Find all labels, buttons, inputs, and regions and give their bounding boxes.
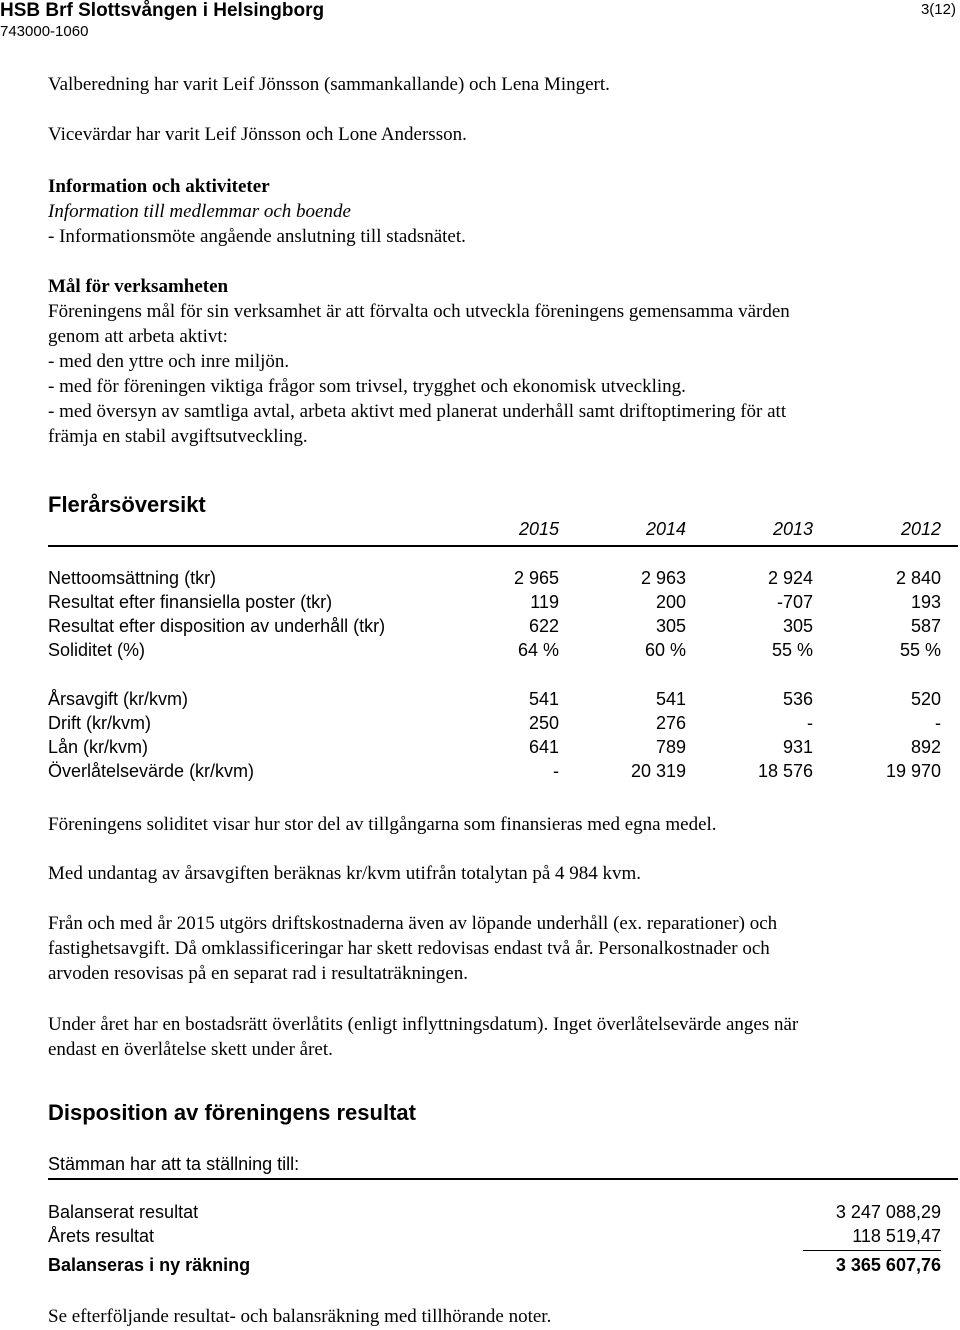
cell: 305	[782, 616, 813, 636]
cell: 20 319	[630, 761, 686, 781]
year-header: 2012	[900, 519, 941, 539]
cell: 541	[655, 689, 686, 709]
cell: 55 %	[899, 640, 941, 660]
row-value: 118 519,47	[852, 1226, 941, 1246]
overview-table-group-2	[48, 689, 941, 785]
disposition-total-row	[48, 1255, 941, 1279]
row-label: Lån (kr/kvm)	[48, 737, 149, 757]
valberedning-text: Valberedning har varit Leif Jönsson (sammankallande) och Lena Mingert.	[48, 74, 610, 95]
info-heading: Information och aktiviteter	[48, 176, 270, 197]
cell: 305	[655, 616, 686, 636]
cell: 892	[910, 737, 941, 757]
row-label: Nettoomsättning (tkr)	[48, 568, 217, 588]
goals-line: Föreningens mål för sin verksamhet är att förvalta och utveckla föreningens gemensamma värden	[48, 301, 790, 322]
info-item: - Informationsmöte angående anslutning till stadsnätet.	[48, 226, 466, 247]
cell: 250	[528, 713, 559, 733]
cell: 2 965	[513, 568, 559, 588]
note-arsavgift: Med undantag av årsavgiften beräknas kr/kvm utifrån totalytan på 4 984 kvm.	[48, 863, 642, 884]
table-row	[48, 640, 941, 664]
cell: 18 576	[757, 761, 813, 781]
table-row	[48, 713, 941, 737]
note-drift: fastighetsavgift. Då omklassificeringar har skett redovisas endast två år. Personalkostnader och	[48, 938, 770, 959]
note-soliditet: Föreningens soliditet visar hur stor del av tillgångarna som finansieras med egna medel.	[48, 814, 717, 835]
note-overlatelse: Under året har en bostadsrätt överlåtits (enligt inflyttningsdatum). Inget överlåtelsevärde anges när	[48, 1014, 799, 1035]
disposition-row	[48, 1226, 941, 1250]
goals-line: - med för föreningen viktiga frågor som trivsel, trygghet och ekonomisk utveckling.	[48, 376, 686, 397]
year-header: 2013	[772, 519, 813, 539]
goals-line: främja en stabil avgiftsutveckling.	[48, 426, 308, 447]
cell: 520	[910, 689, 941, 709]
vicevardar-text: Vicevärdar har varit Leif Jönsson och Lone Andersson.	[48, 124, 467, 145]
disposition-intro: Stämman har att ta ställning till:	[48, 1154, 300, 1174]
year-header: 2014	[645, 519, 686, 539]
row-label: Årsavgift (kr/kvm)	[48, 689, 189, 709]
year-header: 2015	[518, 519, 559, 539]
overview-table-group-1	[48, 568, 941, 664]
row-label: Överlåtelsevärde (kr/kvm)	[48, 761, 255, 781]
note-drift: arvoden resovisas på en separat rad i resultaträkningen.	[48, 963, 468, 984]
cell: 789	[655, 737, 686, 757]
cell: 622	[528, 616, 559, 636]
overview-year-header	[48, 519, 941, 543]
cell: -	[553, 761, 559, 781]
row-label: Årets resultat	[48, 1226, 155, 1246]
disposition-heading: Disposition av föreningens resultat	[48, 1100, 416, 1125]
cell: 119	[530, 592, 559, 612]
table-row	[48, 689, 941, 713]
sum-underline	[803, 1250, 941, 1251]
row-value: 3 365 607,76	[835, 1255, 941, 1275]
info-subheading: Information till medlemmar och boende	[48, 201, 351, 222]
goals-line: - med översyn av samtliga avtal, arbeta aktivt med planerat underhåll samt driftoptimering för att	[48, 401, 787, 422]
cell: 60 %	[644, 640, 686, 660]
row-label: Balanseras i ny räkning	[48, 1255, 251, 1275]
cell: 587	[910, 616, 941, 636]
org-number: 743000-1060	[0, 23, 89, 40]
page-number: 3(12)	[920, 1, 956, 18]
cell: 200	[655, 592, 686, 612]
table-row	[48, 761, 941, 785]
cell: 536	[782, 689, 813, 709]
disposition-row	[48, 1202, 941, 1226]
cell: 19 970	[885, 761, 941, 781]
cell: 641	[528, 737, 559, 757]
table-row	[48, 616, 941, 640]
cell: -	[935, 713, 941, 733]
row-value: 3 247 088,29	[835, 1202, 941, 1222]
cell: 2 840	[895, 568, 941, 588]
cell: -	[807, 713, 813, 733]
goals-line: - med den yttre och inre miljön.	[48, 351, 290, 372]
cell: -707	[776, 592, 813, 612]
note-drift: Från och med år 2015 utgörs driftskostnaderna även av löpande underhåll (ex. reparationer) och	[48, 913, 778, 934]
table-row	[48, 568, 941, 592]
row-label: Balanserat resultat	[48, 1202, 199, 1222]
cell: 2 963	[640, 568, 686, 588]
cell: 193	[910, 592, 941, 612]
cell: 2 924	[767, 568, 813, 588]
cell: 55 %	[771, 640, 813, 660]
table-row	[48, 737, 941, 761]
overview-heading: Flerårsöversikt	[48, 492, 206, 517]
cell: 64 %	[517, 640, 559, 660]
cell: 276	[655, 713, 686, 733]
row-label: Resultat efter disposition av underhåll (tkr)	[48, 616, 386, 636]
note-overlatelse: endast en överlåtelse skett under året.	[48, 1039, 333, 1060]
cell: 541	[528, 689, 559, 709]
cell: 931	[782, 737, 813, 757]
table-header-rule	[48, 545, 958, 547]
row-label: Drift (kr/kvm)	[48, 713, 151, 733]
goals-heading: Mål för verksamheten	[48, 276, 229, 297]
table-row	[48, 592, 941, 616]
document-title: HSB Brf Slottsvången i Helsingborg	[0, 0, 325, 21]
row-label: Soliditet (%)	[48, 640, 146, 660]
disposition-rule	[48, 1178, 958, 1180]
goals-line: genom att arbeta aktivt:	[48, 326, 228, 347]
disposition-footer: Se efterföljande resultat- och balansräkning med tillhörande noter.	[48, 1306, 552, 1327]
row-label: Resultat efter finansiella poster (tkr)	[48, 592, 333, 612]
